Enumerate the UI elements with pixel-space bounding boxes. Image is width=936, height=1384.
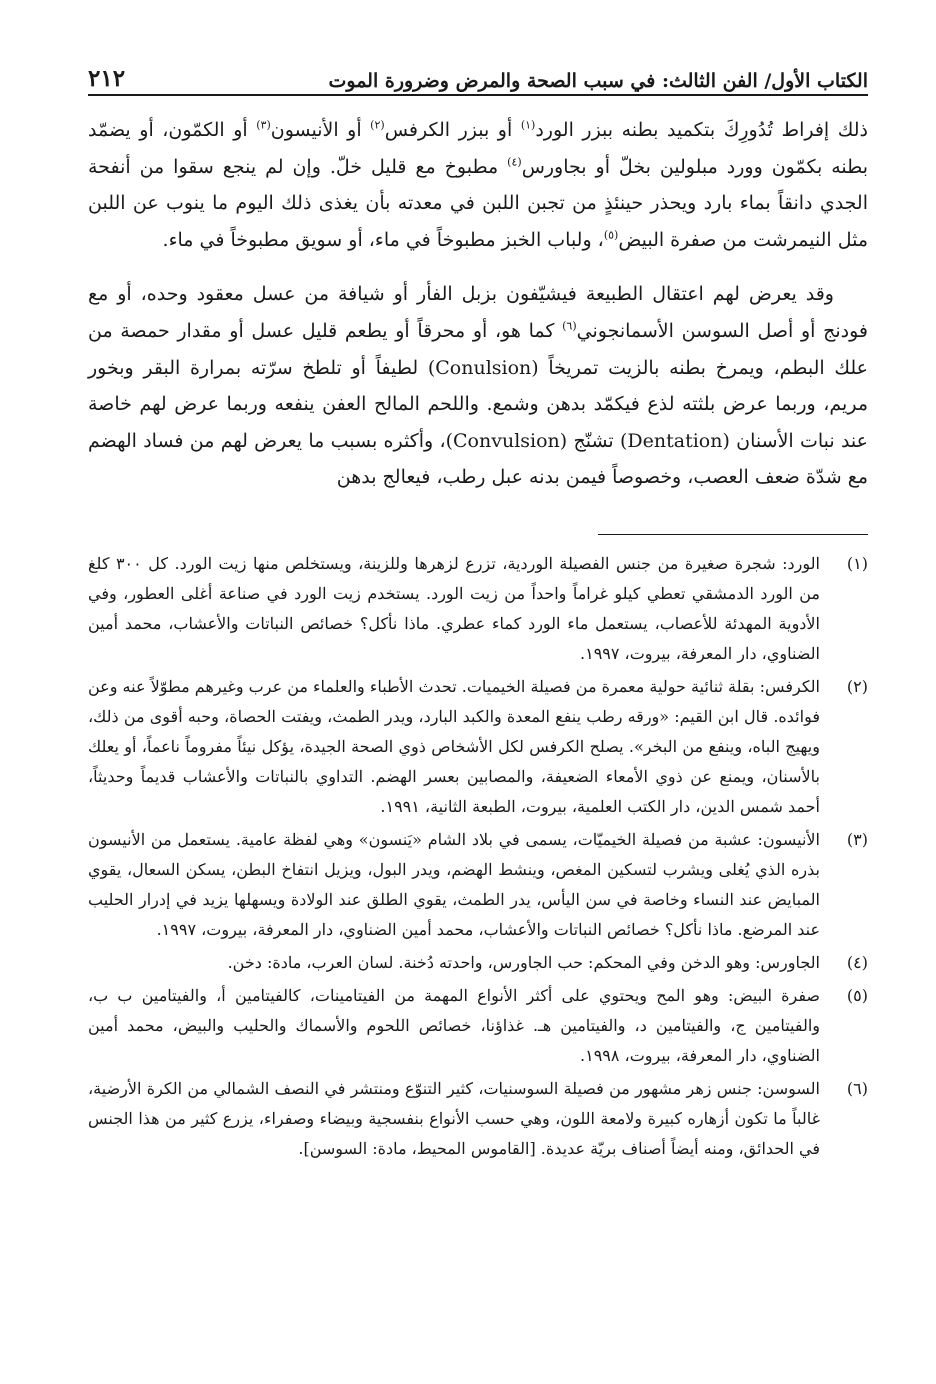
footnote-2	[88, 672, 868, 822]
footnote-4	[88, 948, 868, 978]
footnote-text: الكرفس: بقلة ثنائية حولية معمرة من فصيلة الخيميات. تحدث الأطباء والعلماء من عرب وغيرهم مطوّلاً عنه وعن فوائده. قال ابن القيم: «ورقه رطب ينفع المعدة والكبد البارد، ويدر الطمث، ويفتت الحصاة، وحبه أقوى من ذلك، ويهيج الباه، وينفع من البخر». يصلح الكرفس لكل الأشخاص ذوي الصحة الجيدة، يؤكل نيئاً مفروماً ناعماً، أو يعلك بالأسنان، ويمنع عن ذوي الأمعاء الضعيفة، والمصابين بعسر الهضم. التداوي بالنباتات والأعشاب قديماً وحديثاً، أحمد شمس الدين، دار الكتب العلمية، بيروت، الطبعة الثانية، ١٩٩١.	[88, 676, 820, 816]
text-run: مطبوخ مع قليل خلّ. وإن لم ينجع سقوا من أنفحة الجدي دانقاً بماء بارد ويحذر حينئذٍ من تجبن اللبن في معدته بأن يغذى ذلك اليوم ما ينوب عن اللبن مثل النيمرشت من صفرة البيض	[88, 155, 868, 251]
footnote-number: (٤)	[846, 952, 868, 972]
book-page	[88, 52, 868, 1352]
text-run: ذلك إفراط تُدُورِكَ بتكميد بطنه ببزر الورد	[535, 119, 869, 141]
footnote-text: صفرة البيض: وهو المح ويحتوي على أكثر الأنواع المهمة من الفيتامينات، كالفيتامين أ، والفيتامين ب ب، والفيتامين ج، والفيتامين د، والفيتامين هـ. غذاؤنا، خصائص اللحوم والأسماك والحليب والبيض، محمد أمين الضناوي، دار المعرفة، بيروت، ١٩٩٨.	[88, 985, 820, 1065]
footnote-ref-6: (٦)	[562, 319, 577, 333]
footnote-text: السوسن: جنس زهر مشهور من فصيلة السوسنيات، كثير التنوّع ومنتشر في النصف الشمالي من الكرة الأرضية، غالباً ما تكون أزهاره كبيرة ولامعة اللون، وهي حسب الأنواع بنفسجية وبيضاء وصفراء، يزرع كثير من هذا الجنس في الحدائق، ومنه أيضاً أصناف بريّة عديدة. [القاموس المحيط، مادة: السوسن].	[88, 1078, 820, 1158]
paragraph-2	[88, 276, 868, 496]
footnote-ref-3: (٣)	[256, 118, 271, 132]
footnote-number: (٥)	[846, 985, 868, 1005]
text-run: كما هو، أو محرقاً أو يطعم قليل عسل أو مقدار حمصة من علك البطم، ويمرخ بطنه بالزيت تمريخاً (Conulsion) لطيفاً أو تلطخ سرّته بمرارة البقر وبخور مريم، وربما عرض بلثته لذع فيكمّد بدهن وشمع. واللحم المالح العفن ينفعه وربما عرض لهم خاصة عند نبات الأسنان (Dentation) تشنّج (Convulsion)، وأكثره بسبب ما يعرض لهم من فساد الهضم مع شدّة ضعف العصب، وخصوصاً فيمن بدنه عبل رطب، فيعالج بدهن	[88, 319, 868, 489]
footnote-number: (٦)	[846, 1078, 868, 1098]
footnote-text: الجاورس: وهو الدخن وفي المحكم: حب الجاورس، واحدته دُخنة. لسان العرب، مادة: دخن.	[227, 952, 820, 972]
footnote-1	[88, 549, 868, 669]
footnote-3	[88, 825, 868, 945]
footnote-5	[88, 981, 868, 1071]
footnote-text: الورد: شجرة صغيرة من جنس الفصيلة الوردية، تزرع لزهرها وللزينة، ويستخلص منها زيت الورد. كل ٣٠٠ كلغ من الورد الدمشقي تعطي كيلو غراماً واحداً من زيت الورد. يستخدم زيت الورد في صناعة أغلى العطور، وفي الأدوية المهدئة للأعصاب، يستعمل ماء الورد كماء عطري. ماذا نأكل؟ خصائص النباتات والأعشاب، محمد أمين الضناوي، دار المعرفة، بيروت، ١٩٩٧.	[88, 553, 820, 663]
footnote-number: (٢)	[846, 676, 868, 696]
running-title: الكتاب الأول/ الفن الثالث: في سبب الصحة والمرض وضرورة الموت	[328, 70, 868, 92]
footnote-ref-2: (٢)	[370, 118, 385, 132]
footnotes	[88, 549, 868, 1164]
footnote-separator	[598, 534, 868, 535]
text-run: ، ولباب الخبز مطبوخاً في ماء، أو سويق مطبوخاً في ماء.	[162, 228, 604, 251]
text-run: أو الكمّون، أو يضمّد بطنه بكمّون وورد مبلولين بخلّ أو بجاورس	[88, 119, 868, 178]
footnote-ref-1: (١)	[520, 118, 536, 132]
main-text	[88, 112, 868, 496]
text-run: وقد يعرض لهم اعتقال الطبيعة فيشيّفون بزبل الفأر أو شيافة من عسل معقود وحده، أو مع فودنج أو أصل السوسن الأسمانجوني	[88, 283, 868, 342]
paragraph-1	[88, 112, 868, 258]
text-run: أو الأنيسون	[270, 119, 371, 141]
footnote-ref-5: (٥)	[603, 228, 619, 242]
footnote-number: (٣)	[846, 829, 868, 849]
page-number: ٢١٢	[88, 65, 126, 92]
footnote-ref-4: (٤)	[507, 155, 522, 169]
text-run: أو ببزر الكرفس	[384, 119, 521, 141]
footnote-number: (١)	[846, 553, 868, 573]
footnote-text: الأنيسون: عشبة من فصيلة الخيميّات، يسمى في بلاد الشام «يَنسون» وهي لفظة عامية. يستعمل من الأنيسون بذره الذي يُغلى ويشرب لتسكين المغص، وينشط الهضم، ويدر البول، ويزيل انتفاخ البطن، يسكن السعال، يقوي المبايض عند النساء وخاصة في سن اليأس، يدر الطمث، يقوي الطلق عند الولادة ويسهلها يزيد في إدرار الحليب عند المرضع. ماذا نأكل؟ خصائص النباتات والأعشاب، محمد أمين الضناوي، دار المعرفة، بيروت، ١٩٩٧.	[88, 829, 820, 939]
page-header	[88, 52, 868, 96]
footnote-6	[88, 1074, 868, 1164]
